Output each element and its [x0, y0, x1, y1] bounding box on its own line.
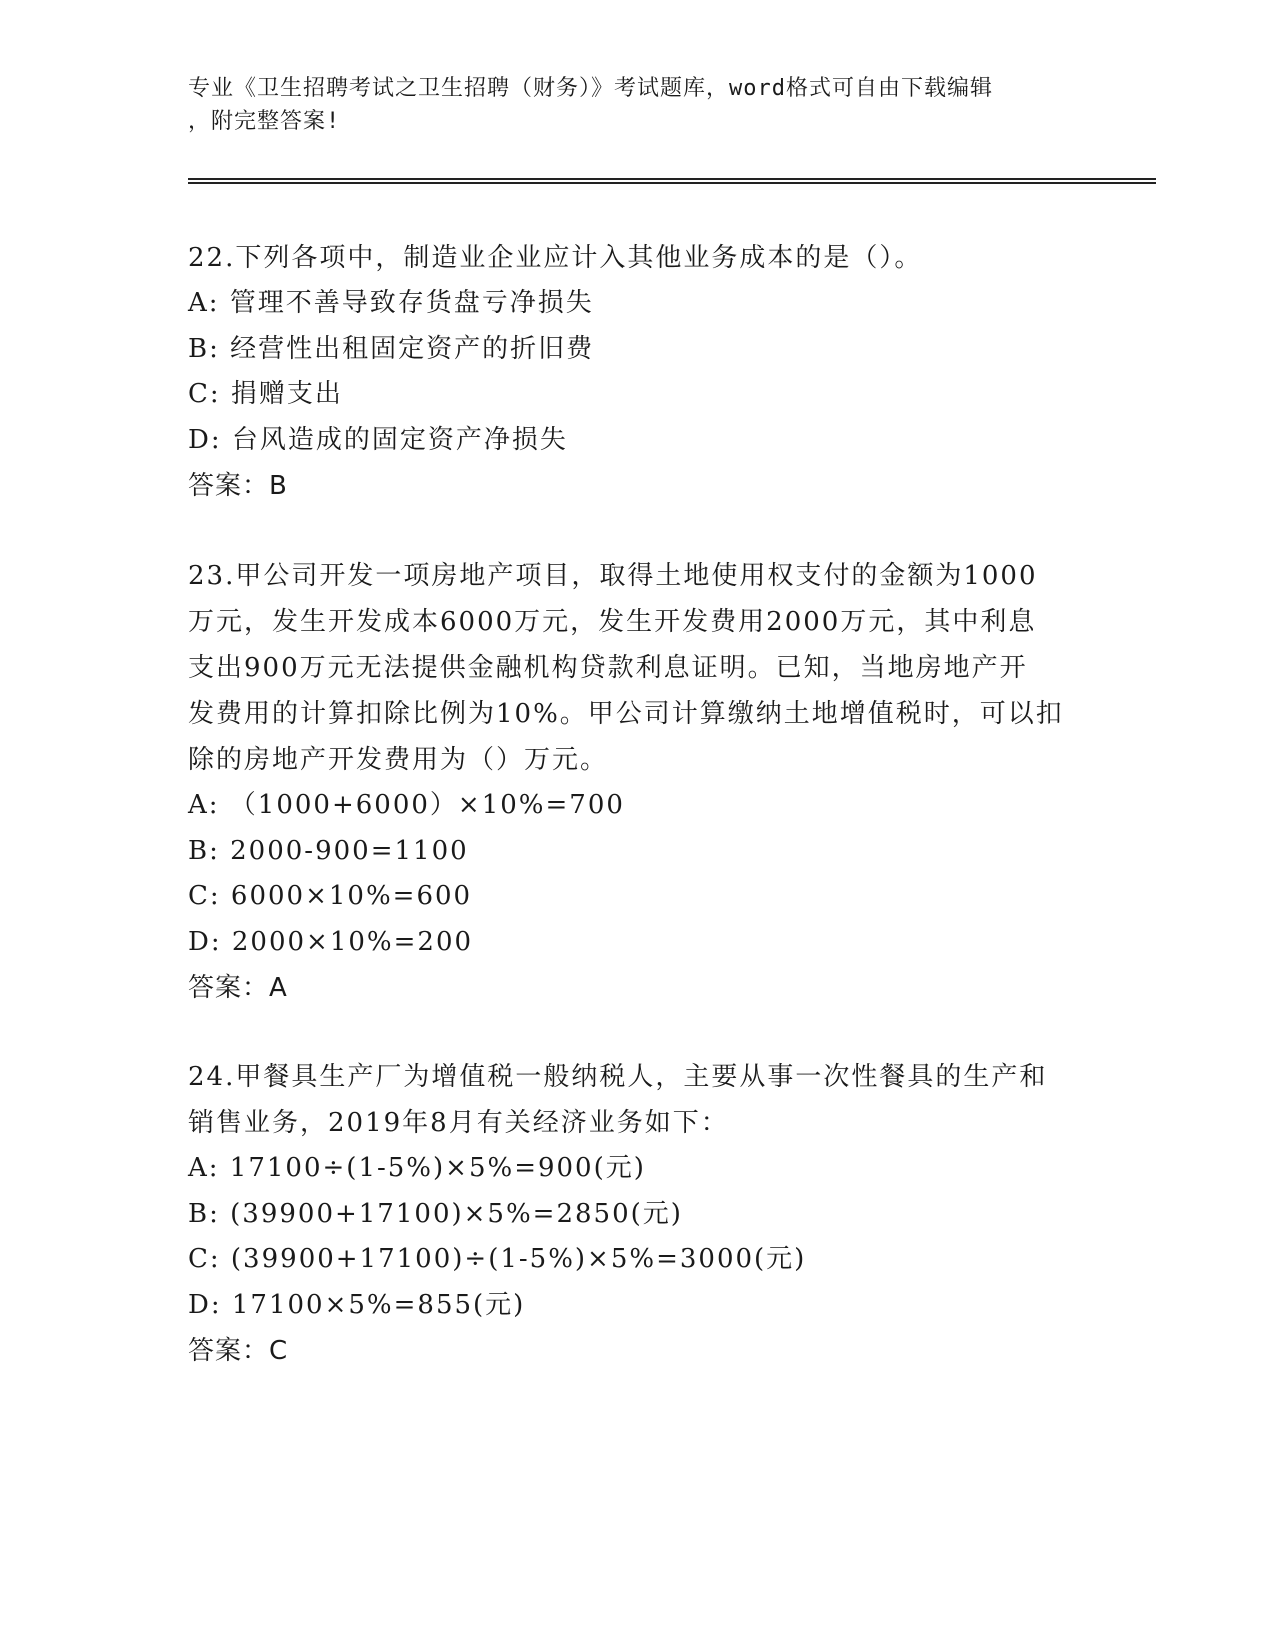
question-stem-line: 除的房地产开发费用为（）万元。 [188, 745, 609, 775]
question-stem: 22.下列各项中，制造业企业应计入其他业务成本的是（）。 [188, 243, 923, 273]
question-stem-line: 24.甲餐具生产厂为增值税一般纳税人，主要从事一次性餐具的生产和 [188, 1062, 1048, 1092]
document-header [188, 72, 1068, 138]
question-stem-line: 销售业务，2019年8月有关经济业务如下： [188, 1108, 729, 1138]
option-a: A: 17100÷(1-5%)×5%=900(元) [188, 1153, 646, 1183]
header-line-2: ，附完整答案! [188, 109, 341, 134]
question-stem-line: 发费用的计算扣除比例为10%。甲公司计算缴纳土地增值税时，可以扣 [188, 699, 1064, 729]
option-d: D: 台风造成的固定资产净损失 [188, 424, 568, 455]
option-c: C: 6000×10%=600 [188, 881, 473, 911]
header-divider [188, 178, 1156, 184]
option-d: D: 17100×5%=855(元) [188, 1289, 526, 1320]
question-22 [188, 235, 1088, 509]
option-d: D: 2000×10%=200 [188, 926, 474, 957]
question-23 [188, 553, 1088, 1011]
option-a: A: 管理不善导致存货盘亏净损失 [188, 288, 594, 318]
question-24 [188, 1054, 1088, 1374]
option-a: A: （1000+6000）×10%=700 [188, 790, 625, 820]
option-b: B: 经营性出租固定资产的折旧费 [188, 333, 595, 364]
question-stem-line: 万元，发生开发成本6000万元，发生开发费用2000万元，其中利息 [188, 607, 1037, 637]
answer: 答案：C [188, 1336, 289, 1366]
header-line-1: 专业《卫生招聘考试之卫生招聘（财务）》考试题库，word格式可自由下载编辑 [188, 76, 993, 101]
option-c: C: (39900+17100)÷(1-5%)×5%=3000(元) [188, 1244, 807, 1274]
option-b: B: 2000-900=1100 [188, 835, 469, 866]
option-b: B: (39900+17100)×5%=2850(元) [188, 1198, 683, 1229]
question-stem-line: 支出900万元无法提供金融机构贷款利息证明。已知，当地房地产开 [188, 653, 1028, 683]
question-stem-line: 23.甲公司开发一项房地产项目，取得土地使用权支付的金额为1000 [188, 561, 1038, 591]
answer: 答案：A [188, 973, 288, 1003]
answer: 答案：B [188, 471, 288, 501]
option-c: C: 捐赠支出 [188, 379, 343, 409]
